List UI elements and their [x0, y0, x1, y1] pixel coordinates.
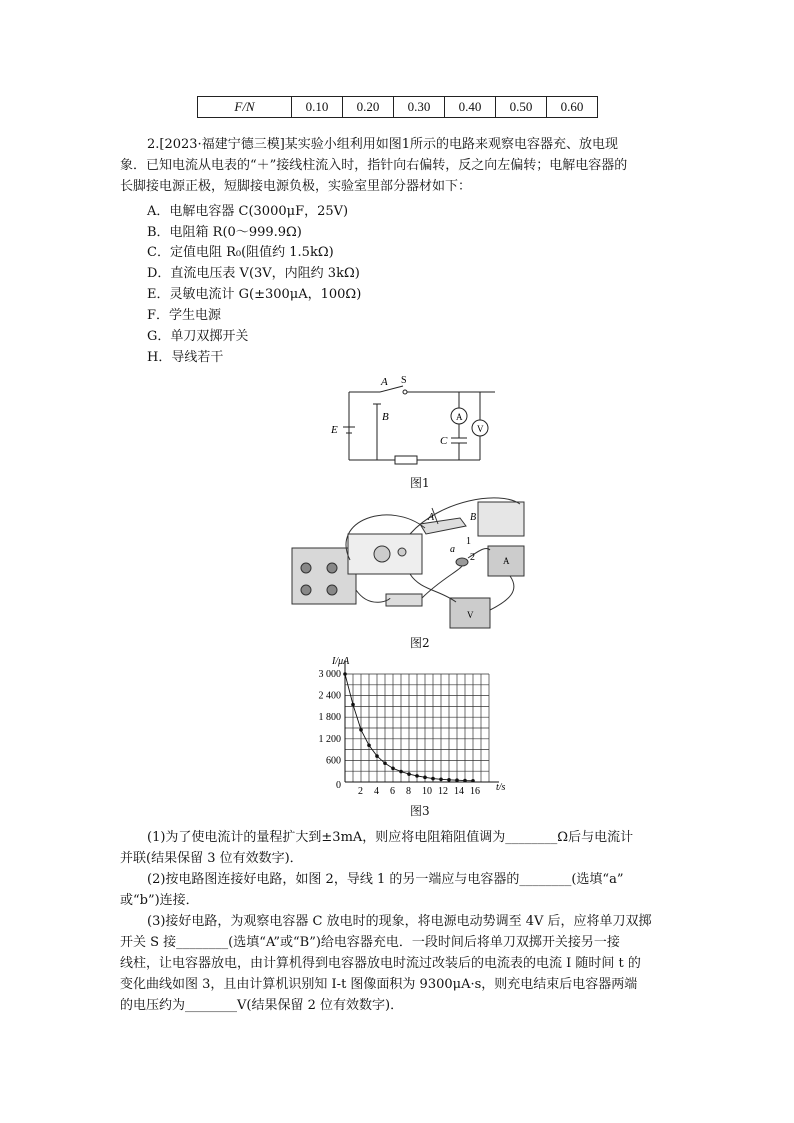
fig2-label-a: A [428, 512, 435, 523]
part-2-line: 或“b”)连接． [120, 893, 199, 908]
y-tick-label: 600 [326, 755, 341, 767]
data-point [367, 743, 371, 747]
data-point [351, 703, 355, 707]
data-point [439, 778, 443, 782]
data-point [391, 767, 395, 771]
fig2-label-b: B [470, 512, 477, 523]
figure-2-caption: 图2 [410, 636, 430, 650]
y-tick-label: 2 400 [318, 690, 341, 702]
x-tick-label: 6 [390, 786, 395, 797]
x-tick-label: 10 [422, 786, 432, 797]
data-point [343, 672, 347, 676]
y-tick-label: 1 200 [318, 733, 341, 745]
figure-3-caption: 图3 [410, 804, 430, 818]
item-d: D．直流电压表 V(3V，内阻约 3kΩ) [147, 266, 360, 281]
student-power-supply [292, 548, 356, 604]
figure-1-circuit [325, 372, 495, 472]
data-point [399, 770, 403, 774]
part-1-line: 并联(结果保留 3 位有效数字)． [120, 851, 303, 866]
data-point [383, 761, 387, 765]
item-f: F．学生电源 [147, 308, 222, 323]
fig2-ammeter-letter: A [503, 556, 510, 566]
y-tick-label: 3 000 [318, 669, 341, 680]
part-3-line: (3)接好电路，为观察电容器 C 放电时的现象，将电源电动势调至 4V 后，应将单刀双掷 [147, 914, 652, 929]
table-cell: 0.60 [547, 97, 598, 118]
question-line: 2.[2023·福建宁德三模]某实验小组利用如图1所示的电路来观察电容器充、放电现 [147, 137, 619, 152]
x-tick-label: 8 [406, 786, 411, 797]
part-2-line: (2)按电路图连接好电路，如图 2，导线 1 的另一端应与电容器的________(选填“a” [147, 872, 624, 887]
part-3-line: 开关 S 接________(选填“A”或“B”)给电容器充电．一段时间后将单刀双掷开关接另一接 [120, 935, 620, 950]
data-point [447, 778, 451, 782]
y-tick-label: 1 800 [318, 712, 341, 724]
table-cell: 0.50 [496, 97, 547, 118]
table-header: F/N [198, 97, 292, 118]
switch-box [478, 502, 524, 536]
part-3-line: 的电压约为________V(结果保留 2 位有效数字)． [120, 998, 404, 1013]
data-point [463, 779, 467, 783]
x-tick-label: 14 [454, 786, 464, 797]
item-c: C．定值电阻 R₀(阻值约 1.5kΩ) [147, 245, 334, 260]
part-3-line: 变化曲线如图 3，且由计算机识别知 I-t 图像面积为 9300μA·s，则充电结束后电容器两端 [120, 977, 638, 992]
item-b: B．电阻箱 R(0～999.9Ω) [147, 225, 302, 240]
fig2-voltmeter-letter: V [467, 610, 474, 620]
table-cell: 0.40 [445, 97, 496, 118]
label-c: C [440, 435, 448, 447]
part-1-line: (1)为了使电流计的量程扩大到±3mA，则应将电阻箱阻值调为________Ω后与电流计 [147, 830, 634, 845]
voltmeter-letter: V [477, 424, 484, 434]
x-tick-label: 4 [374, 786, 379, 797]
label-e: E [331, 424, 338, 436]
item-g: G．单刀双掷开关 [147, 329, 249, 344]
fixed-resistor [386, 594, 422, 606]
data-point [375, 754, 379, 758]
item-a: A．电解电容器 C(3000μF，25V) [147, 204, 349, 219]
part-3-line: 线柱，让电容器放电，由计算机得到电容器放电时流过改装后的电流表的电流 I 随时间 t 的 [120, 956, 641, 971]
data-point [423, 776, 427, 780]
table-cell: 0.20 [343, 97, 394, 118]
fig2-label-1: 1 [466, 536, 471, 547]
x-axis-label: t/s [496, 782, 506, 793]
data-point [407, 772, 411, 776]
switch-base [420, 518, 466, 534]
figure-2-apparatus [290, 490, 530, 632]
y-axis-label: I/μA [332, 656, 350, 667]
ammeter-letter: A [456, 412, 463, 422]
force-table [197, 96, 598, 118]
data-point [359, 728, 363, 732]
figure-3-chart [300, 652, 515, 800]
fig2-label-2: 2 [470, 552, 475, 563]
x-tick-label: 16 [470, 786, 480, 797]
data-point [471, 779, 475, 783]
label-s: S [401, 375, 407, 386]
resistor [395, 456, 417, 464]
data-point [415, 774, 419, 778]
table-cell: 0.10 [292, 97, 343, 118]
label-a: A [381, 376, 388, 388]
origin-label: 0 [336, 780, 341, 791]
table-cell: 0.30 [394, 97, 445, 118]
label-b: B [382, 411, 389, 423]
x-tick-label: 12 [438, 786, 448, 797]
fig2-label-a-small: a [450, 544, 455, 555]
x-tick-label: 2 [358, 786, 363, 797]
item-e: E．灵敏电流计 G(±300μA，100Ω) [147, 287, 362, 302]
question-line: 象．已知电流从电表的“＋”接线柱流入时，指针向右偏转，反之向左偏转；电解电容器的 [120, 158, 628, 173]
electrolytic-capacitor [456, 558, 468, 566]
figure-1-caption: 图1 [410, 476, 430, 490]
data-point [431, 777, 435, 781]
data-point [455, 778, 459, 782]
item-h: H．导线若干 [147, 350, 224, 365]
question-line: 长脚接电源正极，短脚接电源负极，实验室里部分器材如下： [120, 179, 472, 194]
